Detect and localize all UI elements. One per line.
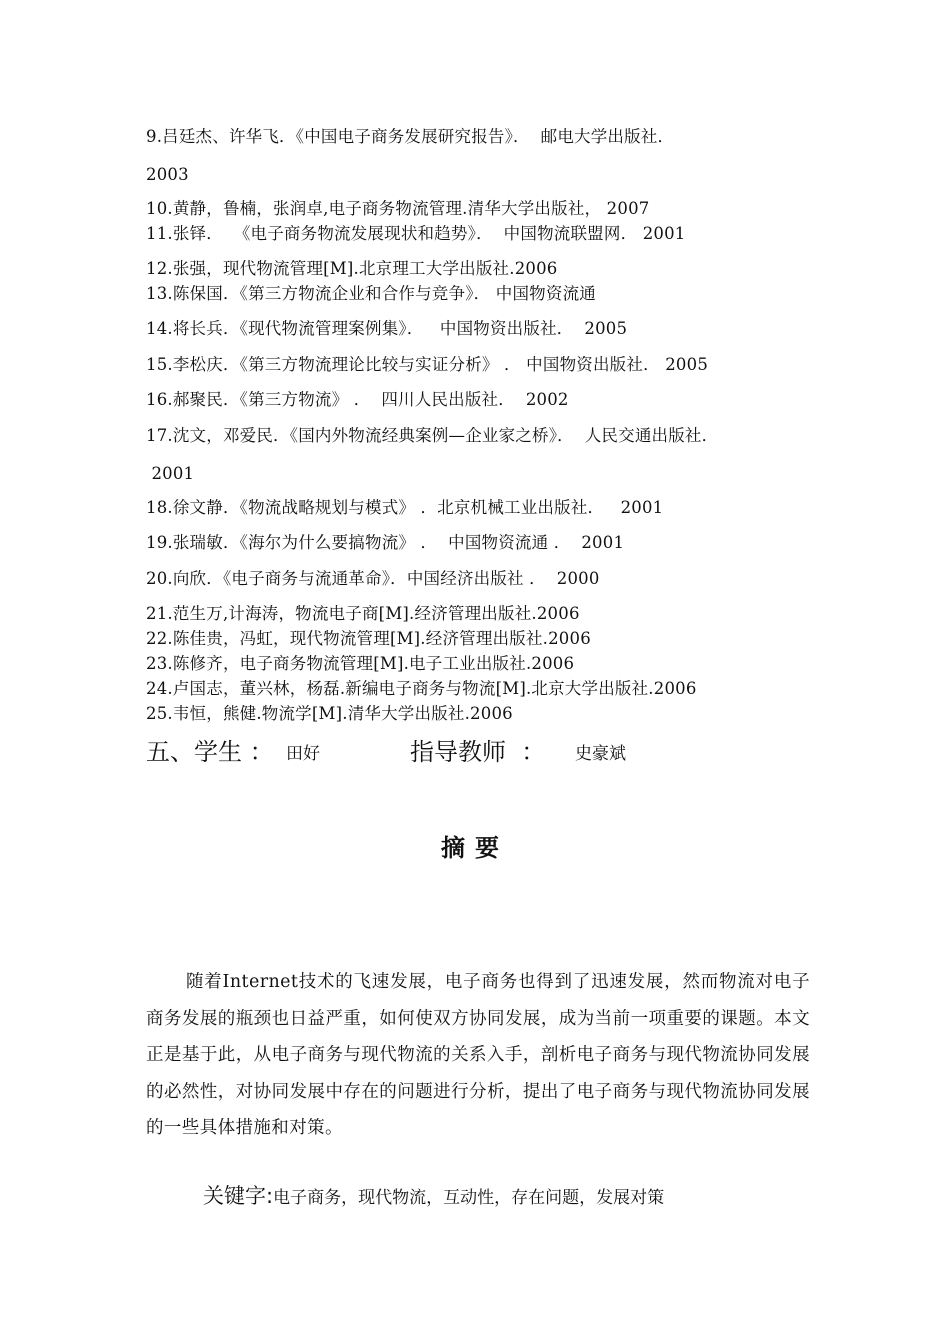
reference-item: 20.向欣．《电子商务与流通革命》．中国经济出版社 ． 2000 [146, 569, 600, 588]
reference-item: 19.张瑞敏．《海尔为什么要搞物流》 ． 中国物资流通 ． 2001 [146, 533, 625, 552]
keywords-line [203, 1180, 664, 1210]
reference-item: 9.吕廷杰、许华飞．《中国电子商务发展研究报告》． 邮电大学出版社． [146, 127, 675, 146]
reference-item: 2003 [146, 165, 189, 184]
reference-item: 21.范生万,计海涛，物流电子商[M].经济管理出版社.2006 [146, 604, 580, 623]
reference-item: 22.陈佳贵，冯虹，现代物流管理[M].经济管理出版社.2006 [146, 629, 591, 648]
student-name: 田好 [286, 744, 320, 764]
reference-item: 15.李松庆．《第三方物流理论比较与实证分析》 ． 中国物资出版社． 2005 [146, 355, 709, 374]
reference-item: 18.徐文静．《物流战略规划与模式》 ．北京机械工业出版社． 2001 [146, 498, 664, 517]
student-label: 五、学生 ： [146, 738, 274, 766]
reference-item: 24.卢国志，董兴林，杨磊.新编电子商务与物流[M].北京大学出版社.2006 [146, 679, 697, 698]
reference-item: 10.黄静，鲁楠，张润卓,电子商务物流管理.清华大学出版社， 2007 [146, 199, 650, 218]
reference-item: 25.韦恒，熊健.物流学[M].清华大学出版社.2006 [146, 704, 513, 723]
reference-item: 13.陈保国．《第三方物流企业和合作与竞争》． 中国物资流通 [146, 284, 596, 303]
keywords-label: 关键字: [203, 1184, 274, 1208]
abstract-body: 随着Internet技术的飞速发展，电子商务也得到了迅速发展，然而物流对电子商务发展的瓶颈也日益严重，如何使双方协同发展，成为当前一项重要的课题。本文正是基于此，从电子商务与现代物流的关系入手，剖析电子商务与现代物流协同发展的必然性，对协同发展中存在的问题进行分析，提出了电子商务与现代物流协同发展的一些具体措施和对策。 [146, 972, 810, 1138]
reference-item: 23.陈修齐，电子商务物流管理[M].电子工业出版社.2006 [146, 654, 575, 673]
reference-item: 17.沈文，邓爱民．《国内外物流经典案例—企业家之桥》． 人民交通出版社． [146, 426, 719, 445]
keywords-text: 电子商务，现代物流，互动性，存在问题，发展对策 [273, 1188, 665, 1208]
reference-item: 11.张铎． 《电子商务物流发展现状和趋势》． 中国物流联盟网． 2001 [146, 224, 686, 243]
reference-item: 12.张强，现代物流管理[M].北京理工大学出版社.2006 [146, 259, 558, 278]
reference-item: 16.郝聚民．《第三方物流》 ． 四川人民出版社． 2002 [146, 390, 569, 409]
teacher-name: 史豪斌 [575, 744, 626, 764]
teacher-label: 指导教师 ： [410, 738, 546, 766]
abstract-title: 摘要 [441, 834, 509, 862]
reference-item: 2001 [146, 464, 195, 483]
reference-item: 14.将长兵．《现代物流管理案例集》． 中国物资出版社． 2005 [146, 319, 628, 338]
